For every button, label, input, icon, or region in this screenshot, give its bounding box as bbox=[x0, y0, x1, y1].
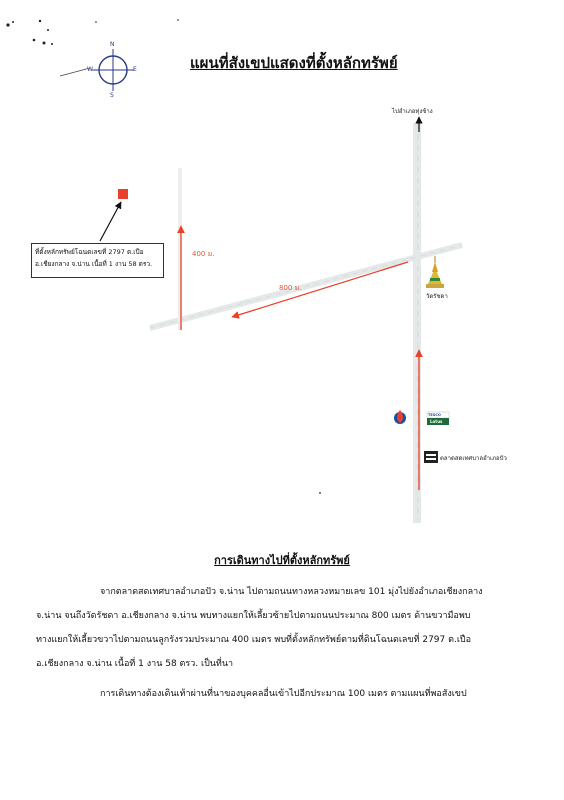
directions-line-4: อ.เชียงกลาง จ.น่าน เนื้อที่ 1 งาน 58 ตรว. เป็นที่นา bbox=[36, 659, 234, 669]
market-icon bbox=[424, 451, 438, 463]
directions-line-3: ทางแยกให้เลี้ยวขวาไปตามถนนลูกรังรวมประมาณ 400 เมตร พบที่ตั้งหลักทรัพย์ตามที่ดินโฉนดเลขที่ 2797 ต.เปือ bbox=[36, 635, 472, 645]
north-arrow-icon bbox=[60, 68, 90, 76]
route-arrow-800m bbox=[232, 262, 408, 317]
store-logo-bottom-text: Lotus bbox=[430, 419, 443, 424]
compass-south-label: S bbox=[110, 92, 114, 99]
directions-heading: การเดินทางไปที่ตั้งหลักทรัพย์ bbox=[214, 554, 350, 567]
distance-label-800m: 800 ม. bbox=[279, 284, 302, 292]
page-title: แผนที่สังเขปแสดงที่ตั้งหลักทรัพย์ bbox=[190, 54, 398, 72]
compass-rose bbox=[92, 49, 134, 91]
directions-heading-wrap bbox=[0, 551, 564, 569]
compass-north-label: N bbox=[110, 41, 115, 48]
market-label: ตลาดสดเทศบาลอำเภอปัว bbox=[440, 455, 507, 462]
callout-line-2: อ.เชียงกลาง จ.น่าน เนื้อที่ 1 งาน 58 ตรว. bbox=[35, 260, 153, 268]
directions-line-2: จ.น่าน จนถึงวัดรัชดา อ.เชียงกลาง จ.น่าน พบทางแยกให้เลี้ยวซ้ายไปตามถนนประมาณ 800 เมตร ด้านขวามือพบ bbox=[36, 611, 471, 621]
temple-label: วัดรัชดา bbox=[426, 293, 448, 300]
compass-west-label: W bbox=[87, 66, 93, 73]
directions-note: การเดินทางต้องเดินเท้าผ่านที่นาของบุคคลอื่นเข้าไปอีกประมาณ 100 เมตร ตามแผนที่พอสังเขป bbox=[100, 689, 467, 699]
callout-line-1: ที่ตั้งหลักทรัพย์โฉนดเลขที่ 2797 ต.เปือ bbox=[35, 248, 144, 256]
property-callout-box bbox=[31, 243, 164, 278]
temple-icon bbox=[426, 256, 444, 288]
directions-line-1: จากตลาดสดเทศบาลอำเภอปัว จ.น่าน ไปตามถนนทางหลวงหมายเลข 101 มุ่งไปยังอำเภอเชียงกลาง bbox=[100, 587, 483, 597]
callout-pointer-arrow bbox=[100, 202, 121, 241]
gas-station-icon bbox=[394, 410, 406, 424]
property-marker bbox=[118, 189, 128, 199]
distance-label-400m: 400 ม. bbox=[192, 250, 215, 258]
main-road bbox=[413, 123, 421, 523]
store-logo-top-text: TESCO bbox=[428, 413, 441, 417]
compass-east-label: E bbox=[133, 66, 137, 73]
direction-label-thung-chang: ไปอำเภอทุ่งช้าง bbox=[392, 108, 433, 115]
